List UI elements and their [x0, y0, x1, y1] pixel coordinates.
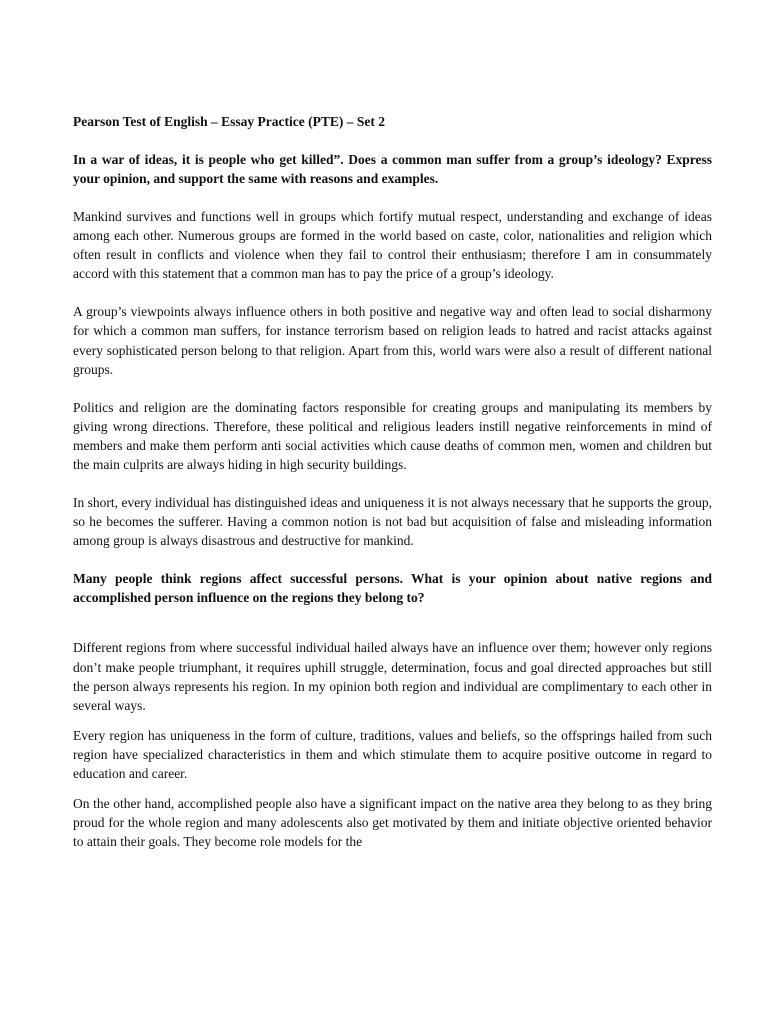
- essay2-paragraph-3: On the other hand, accomplished people also have a significant impact on the native area they belong to as they bring proud for the whole region and many adolescents also get motivated by them and initiate objective oriented behavior to attain their goals. They become role models for the: [73, 796, 712, 850]
- essay2-paragraph-2: Every region has uniqueness in the form of culture, traditions, values and beliefs, so the offsprings hailed from such region have specialized characteristics in them and which stimulate them to acquire positive outcome in regard to education and career.: [73, 727, 712, 781]
- essay1-paragraph-1: Mankind survives and functions well in groups which fortify mutual respect, understanding and exchange of ideas among each other. Numerous groups are formed in the world based on caste, color, nationalities and religion which often result in conflicts and violence when they fail to control their enthusiasm; therefore I am in consummately accord with this statement that a common man has to pay the price of a group’s ideology.: [73, 209, 712, 282]
- essay1-paragraph-3: Politics and religion are the dominating factors responsible for creating groups and manipulating its members by giving wrong directions. Therefore, these political and religious leaders instill negative reinforcements in mind of members and make them perform anti social activities which cause deaths of common men, women and children but the main culprits are always hiding in high security buildings.: [73, 399, 712, 473]
- essay-question-1: In a war of ideas, it is people who get killed”. Does a common man suffer from a group’s ideology? Express your opinion, and support the same with reasons and examples.: [73, 152, 712, 186]
- document-body: [73, 112, 712, 862]
- document-title: Pearson Test of English – Essay Practice (PTE) – Set 2: [73, 114, 385, 129]
- essay1-paragraph-4: In short, every individual has distinguished ideas and uniqueness it is not always necessary that he supports the group, so he becomes the sufferer. Having a common notion is not bad but acquisition of false and misleading information among group is always disastrous and destructive for mankind.: [73, 495, 712, 549]
- essay-question-2: Many people think regions affect successful persons. What is your opinion about native regions and accomplished person influence on the regions they belong to?: [73, 571, 712, 606]
- essay1-paragraph-2: A group’s viewpoints always influence others in both positive and negative way and often lead to social disharmony for which a common man suffers, for instance terrorism based on religion leads to hatred and racist attacks against every sophisticated person belong to that religion. Apart from this, world wars were also a result of different national groups.: [73, 304, 712, 377]
- essay2-paragraph-1: Different regions from where successful individual hailed always have an influence over them; however only regions don’t make people triumphant, it requires uphill struggle, determination, focus and goal directed approaches but still the person always represents his region. In my opinion both region and individual are complimentary to each other in several ways.: [73, 640, 712, 713]
